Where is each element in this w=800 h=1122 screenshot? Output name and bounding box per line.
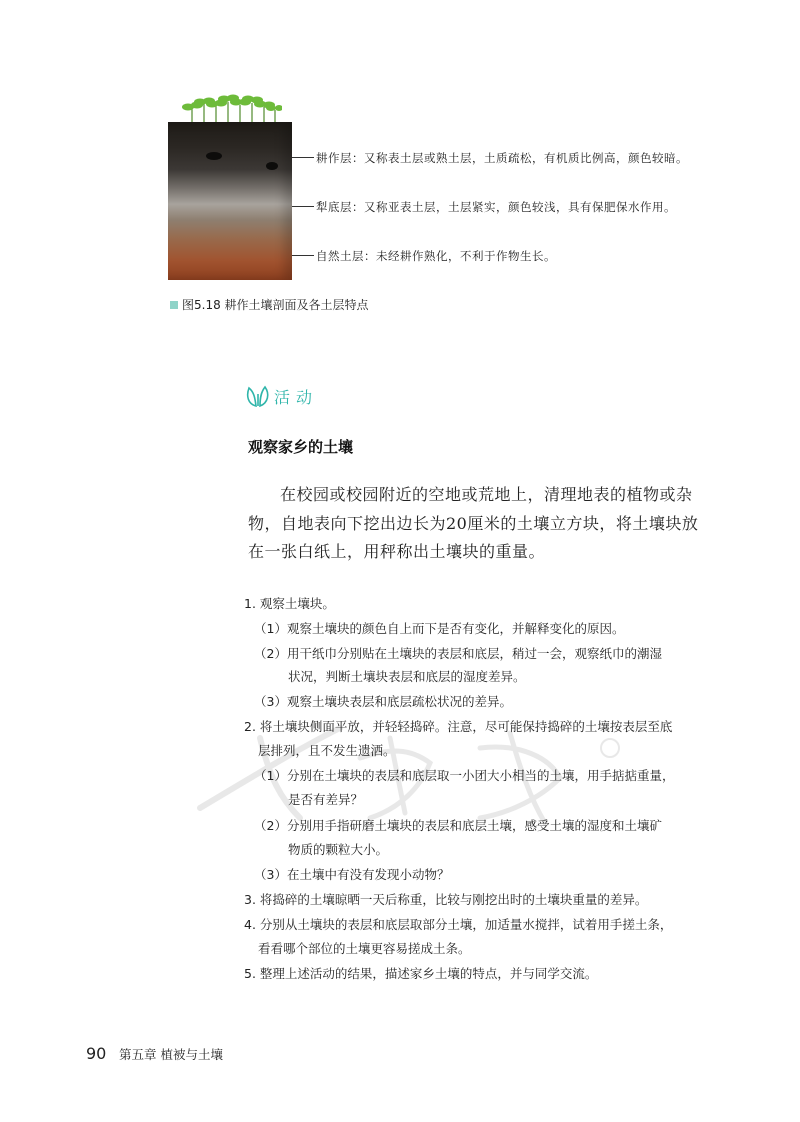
- step-item: 4. 分别从土壤块的表层和底层取部分土壤，加适量水搅拌，试着用手搓土条，: [244, 917, 673, 932]
- step-subitem-continued: 状况，判断土壤块表层和底层的湿度差异。: [288, 669, 526, 684]
- activity-intro: 在校园或校园附近的空地或荒地上，清理地表的植物或杂物，自地表向下挖出边长为20厘米的土壤立方块，将土壤块放在一张白纸上，用秤称出土壤块的重量。: [248, 485, 699, 561]
- caption-text: 图5.18 耕作土壤剖面及各土层特点: [182, 298, 369, 312]
- activity-label: 活动: [274, 388, 319, 407]
- leader-line: [292, 157, 314, 158]
- layer-label-topsoil: 耕作层：又称表土层或熟土层，土质疏松，有机质比例高，颜色较暗。: [316, 151, 688, 165]
- layer-label-plow-pan: 犁底层：又称亚表土层，土层紧实，颜色较浅，具有保肥保水作用。: [316, 200, 676, 214]
- step-subitem-continued: 物质的颗粒大小。: [288, 842, 389, 857]
- section-title: 观察家乡的土壤: [248, 438, 354, 456]
- caption-marker-icon: [170, 301, 178, 309]
- page-number: 90: [86, 1044, 107, 1063]
- figure-caption: [170, 296, 369, 313]
- leader-line: [292, 255, 314, 256]
- step-item-continued: 层排列，且不发生遗洒。: [258, 743, 396, 758]
- layer-label-natural-soil: 自然土层：未经耕作熟化，不利于作物生长。: [316, 249, 556, 263]
- soil-block-image: [168, 122, 292, 280]
- step-subitem-continued: 是否有差异？: [288, 792, 364, 807]
- leader-line: [292, 206, 314, 207]
- step-subitem: （2）用干纸巾分别贴在土壤块的表层和底层，稍过一会，观察纸巾的潮湿: [254, 646, 662, 661]
- activity-leaf-icon: [244, 382, 272, 410]
- step-item: 2. 将土壤块侧面平放，并轻轻捣碎。注意，尽可能保持捣碎的土壤按表层至底: [244, 719, 673, 734]
- step-item-continued: 看看哪个部位的土壤更容易搓成土条。: [258, 941, 471, 956]
- step-subitem: （3）在土壤中有没有发现小动物？: [254, 867, 450, 882]
- step-subitem: （3）观察土壤块表层和底层疏松状况的差异。: [254, 694, 512, 709]
- step-item: 1. 观察土壤块。: [244, 596, 335, 611]
- step-subitem: （2）分别用手指研磨土壤块的表层和底层土壤，感受土壤的湿度和土壤矿: [254, 818, 662, 833]
- step-subitem: （1）分别在土壤块的表层和底层取一小团大小相当的土壤，用手掂掂重量，: [254, 768, 675, 783]
- step-subitem: （1）观察土壤块的颜色自上而下是否有变化，并解释变化的原因。: [254, 621, 625, 636]
- seedlings-image: [182, 90, 282, 126]
- step-item: 3. 将捣碎的土壤晾晒一天后称重，比较与刚挖出时的土壤块重量的差异。: [244, 892, 648, 907]
- step-item: 5. 整理上述活动的结果，描述家乡土壤的特点，并与同学交流。: [244, 966, 598, 981]
- chapter-title: 第五章 植被与土壤: [119, 1047, 223, 1062]
- soil-profile-figure: [0, 0, 800, 320]
